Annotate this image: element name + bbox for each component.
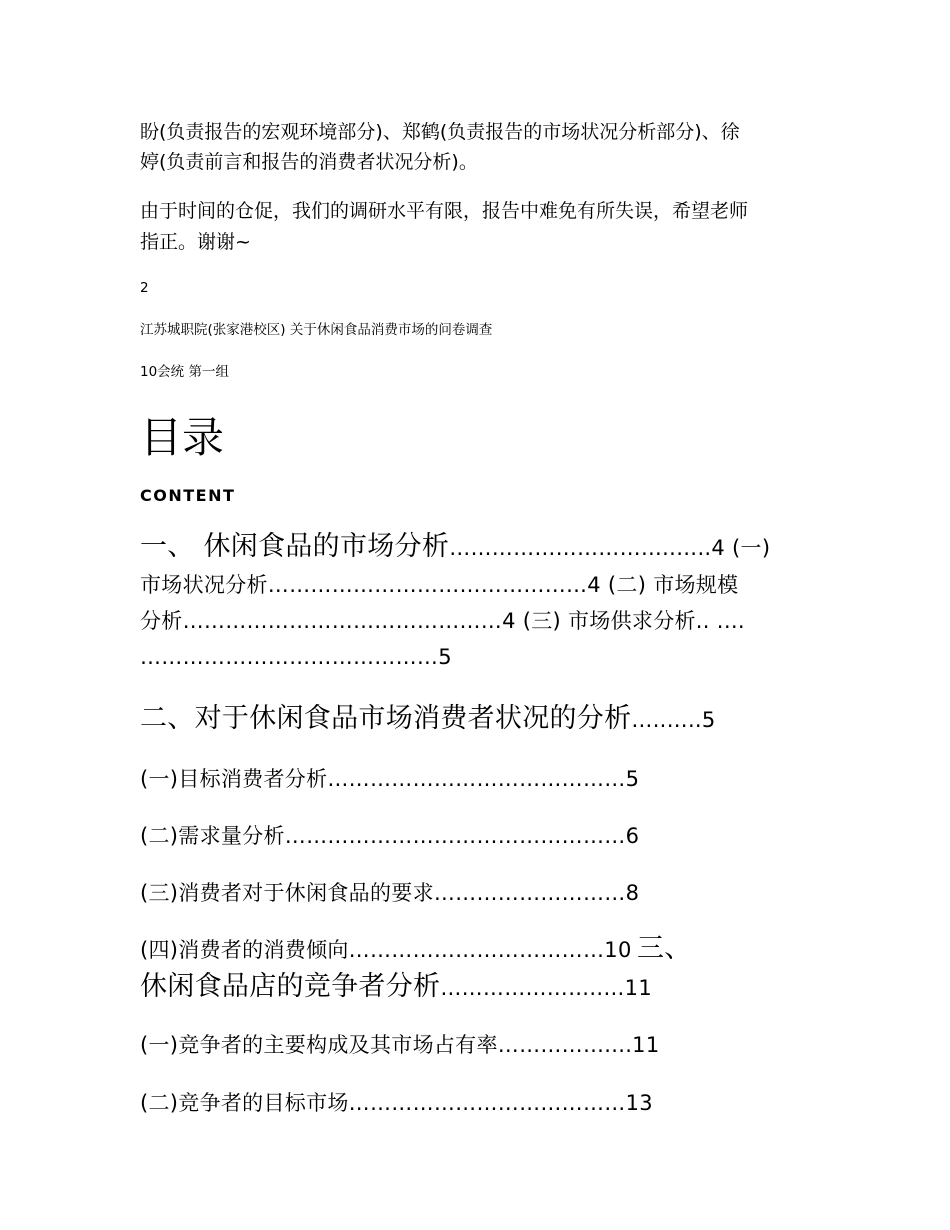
toc-subtitle: CONTENT (140, 486, 236, 505)
toc-section3-heading[interactable]: 休闲食品店的竞争者分析 (140, 971, 441, 1002)
toc-section2-heading-tail: …..…..5 (631, 708, 716, 732)
toc-section1-heading-line (140, 528, 770, 566)
toc-section2-item-4[interactable]: (四)消费者的消费倾向………………………………10 (140, 938, 632, 962)
toc-title: 目录 (140, 413, 225, 462)
intro-line-3: 由于时间的仓促，我们的调研水平有限，报告中难免有所失误，希望老师 (140, 200, 749, 222)
intro-line-4: 指正。谢谢~ (140, 231, 251, 253)
toc-section1-heading[interactable]: 一、 休闲食品的市场分析 (140, 531, 450, 562)
toc-section3-item-2[interactable]: (二)竞争者的目标市场…………………………………13 (140, 1091, 653, 1115)
toc-section2-item-4-line (140, 930, 692, 968)
toc-section2-heading[interactable]: 二、对于休闲食品市场消费者状况的分析 (140, 703, 632, 734)
header-school-line: 江苏城职院(张家港校区) 关于休闲食品消费市场的问卷调查 (140, 322, 493, 338)
toc-section2-item-3[interactable]: (三)消费者对于休闲食品的要求………………………8 (140, 881, 640, 905)
intro-line-1: 盼(负责报告的宏观环境部分)、郑鹤(负责报告的市场状况分析部分)、徐 (140, 121, 740, 143)
toc-section2-item-1[interactable]: (一)目标消费者分析……………………………………5 (140, 767, 640, 791)
toc-section3-number: 三、 (637, 933, 692, 964)
header-group-line: 10会统 第一组 (140, 364, 229, 380)
page-number: 2 (140, 280, 149, 296)
toc-section3-heading-line (140, 968, 652, 1006)
toc-section1-line-2[interactable]: 市场状况分析………………………………………4 (二) 市场规模 (140, 573, 739, 597)
intro-line-2: 婷(负责前言和报告的消费者状况分析)。 (140, 151, 478, 173)
toc-section2-heading-line (140, 700, 716, 738)
toc-section1-line-4[interactable]: ……………………………………5 (140, 645, 452, 669)
toc-section1-heading-tail: …………………………..…..4 (一) (449, 536, 771, 560)
toc-section3-heading-tail: …………………..…11 (440, 976, 652, 1000)
toc-section2-item-2[interactable]: (二)需求量分析…………………………………………6 (140, 824, 640, 848)
toc-section3-item-1[interactable]: (一)竞争者的主要构成及其市场占有率……………....11 (140, 1033, 660, 1057)
toc-section1-line-3[interactable]: 分析………………………………………4 (三) 市场供求分析.. .… (140, 609, 745, 633)
